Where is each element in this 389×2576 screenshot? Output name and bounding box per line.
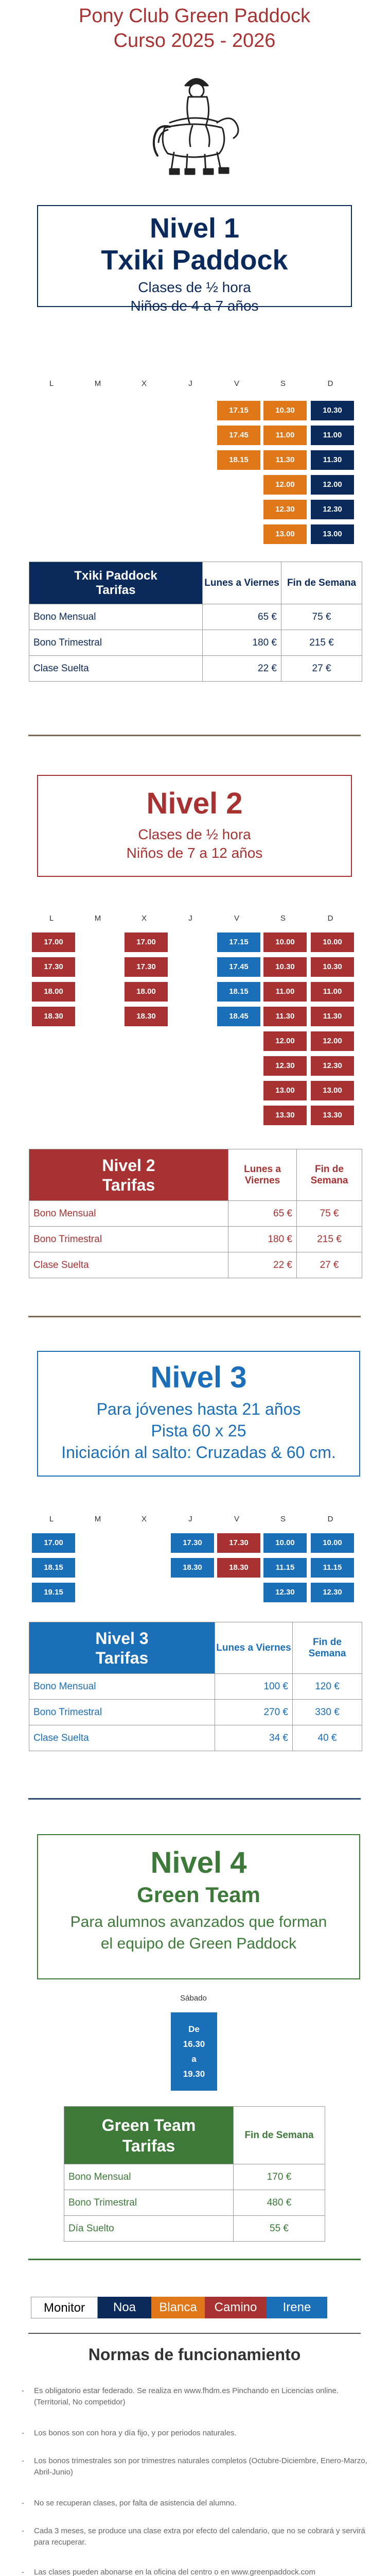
- day-label-D: D: [327, 914, 333, 923]
- nivel1-col-weekend: Fin de Semana: [281, 562, 362, 604]
- price-value: 65 €: [228, 1201, 297, 1227]
- legend-noa: Noa: [98, 2297, 151, 2318]
- price-label: Bono Mensual: [29, 604, 203, 630]
- divider: [28, 1316, 361, 1317]
- rule-text: No se recuperan clases, por falta de asistencia del alumno.: [34, 2499, 237, 2507]
- class-slot-x: 18.00: [125, 982, 168, 1002]
- price-value: 22 €: [203, 656, 281, 682]
- class-slot-v: 18.45: [217, 1007, 260, 1026]
- nivel4-col-weekend: Fin de Semana: [234, 2107, 325, 2164]
- day-label-S: S: [280, 914, 286, 923]
- nivel1-table-head: [29, 562, 203, 604]
- nivel1-card: [37, 205, 352, 314]
- bullet-dash: -: [22, 2499, 24, 2507]
- divider: [28, 2259, 361, 2260]
- rule-text: Las clases pueden abonarse en la oficina del centro o en www.greenpaddock.com: [34, 2568, 316, 2576]
- bullet-dash: -: [22, 2429, 24, 2437]
- price-row: [64, 2164, 325, 2190]
- price-row: [29, 604, 362, 630]
- nivel4-slot-de: De: [188, 2024, 200, 2034]
- nivel3-title: Nivel 3: [150, 1361, 247, 1394]
- nivel4-price-table: [64, 2106, 325, 2242]
- nivel4-table-head-title: Green Team: [101, 2115, 196, 2134]
- price-value: 75 €: [281, 604, 362, 630]
- class-slot-s: 12.00: [263, 1031, 307, 1051]
- price-value: 27 €: [281, 656, 362, 682]
- day-label-X: X: [141, 914, 147, 923]
- class-slot-s: 12.30: [263, 500, 307, 519]
- price-value: 330 €: [293, 1700, 362, 1725]
- price-row: [29, 656, 362, 682]
- nivel3-table-head: [29, 1622, 215, 1674]
- price-label: Día Suelto: [64, 2216, 234, 2242]
- day-label-L: L: [49, 914, 54, 923]
- nivel2-table-head: [29, 1149, 228, 1201]
- price-value: 480 €: [234, 2190, 325, 2216]
- nivel4-audience-line2: el equipo de Green Paddock: [100, 1935, 297, 1952]
- class-slot-s: 10.00: [263, 933, 307, 952]
- price-row: [64, 2216, 325, 2242]
- club-name: Pony Club Green Paddock: [79, 5, 310, 27]
- day-label-M: M: [94, 379, 101, 388]
- price-row: [29, 1252, 362, 1278]
- class-slot-d: 12.30: [311, 1056, 354, 1076]
- day-label-M: M: [94, 914, 101, 923]
- class-slot-l: 19.15: [32, 1583, 75, 1602]
- price-value: 270 €: [215, 1700, 293, 1725]
- day-label-D: D: [327, 1515, 333, 1523]
- price-value: 215 €: [297, 1227, 362, 1252]
- price-row: [29, 1674, 362, 1700]
- class-slot-x: 17.00: [125, 933, 168, 952]
- day-label-L: L: [49, 1515, 54, 1523]
- nivel2-ages: Niños de 7 a 12 años: [126, 845, 263, 861]
- day-label-L: L: [49, 379, 54, 388]
- nivel3-jumping: Iniciación al salto: Cruzadas & 60 cm.: [61, 1443, 336, 1462]
- class-slot-d: 12.00: [311, 475, 354, 495]
- nivel1-col-weekday: Lunes a Viernes: [203, 562, 281, 604]
- price-label: Bono Trimestral: [29, 1227, 228, 1252]
- nivel2-col-weekend: Fin de Semana: [297, 1149, 362, 1201]
- price-value: 34 €: [215, 1725, 293, 1751]
- nivel4-table-head-tarifas: Tarifas: [122, 2136, 175, 2155]
- day-label-V: V: [234, 914, 239, 923]
- price-value: 22 €: [228, 1252, 297, 1278]
- nivel4-slot-end: 19.30: [183, 2069, 205, 2079]
- rules-title: Normas de funcionamiento: [88, 2345, 301, 2364]
- class-slot-d: 10.30: [311, 401, 354, 420]
- class-slot-d: 11.00: [311, 982, 354, 1002]
- price-value: 40 €: [293, 1725, 362, 1751]
- price-label: Bono Mensual: [64, 2164, 234, 2190]
- price-label: Bono Trimestral: [29, 630, 203, 656]
- class-slot-d: 11.15: [311, 1558, 354, 1578]
- class-slot-d: 10.30: [311, 957, 354, 977]
- class-slot-v: 17.45: [217, 426, 260, 445]
- nivel3-col-weekday: Lunes a Viernes: [215, 1622, 293, 1674]
- class-slot-x: 18.30: [125, 1007, 168, 1026]
- nivel2-price-table: [29, 1149, 362, 1278]
- nivel2-duration: Clases de ½ hora: [138, 826, 251, 842]
- class-slot-v: 17.15: [217, 933, 260, 952]
- class-slot-v: 17.30: [217, 1533, 260, 1553]
- class-slot-s: 13.00: [263, 524, 307, 544]
- price-label: Bono Mensual: [29, 1201, 228, 1227]
- nivel1-table-head-title: Txiki Paddock: [74, 568, 157, 583]
- price-value: 27 €: [297, 1252, 362, 1278]
- bullet-dash: -: [22, 2527, 24, 2535]
- class-slot-d: 11.00: [311, 426, 354, 445]
- bullet-dash: -: [22, 2456, 24, 2465]
- divider: [28, 735, 361, 736]
- class-slot-l: 18.30: [32, 1007, 75, 1026]
- class-slot-s: 12.30: [263, 1583, 307, 1602]
- class-slot-j: 18.30: [171, 1558, 214, 1578]
- nivel1-table-head-tarifas: Tarifas: [96, 583, 136, 597]
- saturday-label: Sábado: [180, 1994, 207, 2003]
- day-label-J: J: [188, 914, 192, 923]
- nivel2-table-head-tarifas: Tarifas: [102, 1175, 155, 1194]
- divider: [28, 2333, 361, 2334]
- class-slot-d: 12.30: [311, 1583, 354, 1602]
- class-slot-v: 18.15: [217, 450, 260, 470]
- class-slot-s: 12.30: [263, 1056, 307, 1076]
- bullet-dash: -: [22, 2568, 24, 2576]
- class-slot-l: 17.30: [32, 957, 75, 977]
- price-value: 75 €: [297, 1201, 362, 1227]
- class-slot-v: 18.15: [217, 982, 260, 1002]
- price-row: [29, 1227, 362, 1252]
- nivel1-title: Nivel 1: [149, 213, 240, 244]
- class-slot-d: 13.30: [311, 1106, 354, 1125]
- day-label-J: J: [188, 379, 192, 388]
- price-row: [29, 1700, 362, 1725]
- class-slot-s: 10.00: [263, 1533, 307, 1553]
- class-slot-j: 17.30: [171, 1533, 214, 1553]
- class-slot-d: 11.30: [311, 450, 354, 470]
- price-value: 120 €: [293, 1674, 362, 1700]
- nivel2-title: Nivel 2: [146, 787, 243, 820]
- nivel1-ages: Niños de 4 a 7 años: [130, 298, 259, 314]
- nivel3-card: [37, 1351, 360, 1477]
- day-label-V: V: [234, 379, 239, 388]
- class-slot-d: 12.00: [311, 1031, 354, 1051]
- class-slot-x: 17.30: [125, 957, 168, 977]
- class-slot-v: 17.45: [217, 957, 260, 977]
- class-slot-v: 18.30: [217, 1558, 260, 1578]
- nivel3-price-table: [29, 1622, 362, 1751]
- class-slot-l: 18.15: [32, 1558, 75, 1578]
- class-slot-s: 11.30: [263, 1007, 307, 1026]
- class-slot-s: 12.00: [263, 475, 307, 495]
- legend-camino: Camino: [205, 2297, 267, 2318]
- day-label-S: S: [280, 379, 286, 388]
- nivel4-subtitle: Green Team: [137, 1883, 260, 1907]
- pony-logo-icon: [149, 66, 241, 178]
- rule-text: Los bonos son con hora y día fijo, y por periodos naturales.: [34, 2429, 237, 2437]
- nivel1-price-table: [29, 562, 362, 682]
- day-label-M: M: [94, 1515, 101, 1523]
- legend-irene: Irene: [267, 2297, 327, 2318]
- nivel4-card: [37, 1834, 360, 1979]
- nivel1-duration: Clases de ½ hora: [138, 279, 251, 295]
- nivel4-slot-start: 16.30: [183, 2039, 205, 2049]
- price-value: 170 €: [234, 2164, 325, 2190]
- class-slot-d: 13.00: [311, 1081, 354, 1100]
- nivel2-card: [37, 775, 352, 877]
- nivel4-slot-a: a: [191, 2054, 197, 2064]
- class-slot-d: 10.00: [311, 1533, 354, 1553]
- class-slot-s: 10.30: [263, 401, 307, 420]
- nivel4-title: Nivel 4: [150, 1846, 247, 1879]
- monitor-legend: [31, 2297, 327, 2318]
- class-slot-s: 11.00: [263, 982, 307, 1002]
- class-slot-l: 17.00: [32, 933, 75, 952]
- class-slot-s: 10.30: [263, 957, 307, 977]
- price-value: 65 €: [203, 604, 281, 630]
- nivel3-ages: Para jóvenes hasta 21 años: [96, 1400, 301, 1418]
- price-row: [29, 1725, 362, 1751]
- day-label-J: J: [188, 1515, 192, 1523]
- price-label: Clase Suelta: [29, 1252, 228, 1278]
- class-slot-l: 18.00: [32, 982, 75, 1002]
- price-row: [29, 1201, 362, 1227]
- class-slot-d: 12.30: [311, 500, 354, 519]
- legend-blanca: Blanca: [151, 2297, 205, 2318]
- price-label: Bono Trimestral: [64, 2190, 234, 2216]
- season-title: Curso 2025 - 2026: [113, 30, 276, 52]
- price-row: [64, 2190, 325, 2216]
- nivel3-table-head-title: Nivel 3: [95, 1629, 149, 1648]
- nivel4-table-head: [64, 2107, 234, 2164]
- class-slot-d: 11.30: [311, 1007, 354, 1026]
- price-label: Bono Mensual: [29, 1674, 215, 1700]
- nivel2-col-weekday: Lunes a Viernes: [228, 1149, 297, 1201]
- class-slot-s: 11.15: [263, 1558, 307, 1578]
- nivel2-table-head-title: Nivel 2: [102, 1156, 155, 1175]
- rule-text: Es obligatorio estar federado. Se realiza en www.fhdm.es Pinchando en Licencias online. (Territorial, No competidor): [34, 2386, 339, 2406]
- class-slot-d: 10.00: [311, 933, 354, 952]
- nivel3-arena: Pista 60 x 25: [151, 1421, 246, 1440]
- legend-monitor: Monitor: [31, 2297, 98, 2318]
- day-label-X: X: [141, 379, 147, 388]
- rule-text: Los bonos trimestrales son por trimestres naturales completos (Octubre-Diciembre, Enero-Marzo, Abril-Junio): [34, 2456, 367, 2477]
- price-value: 55 €: [234, 2216, 325, 2242]
- nivel4-slot: [171, 2012, 217, 2091]
- bullet-dash: -: [22, 2386, 24, 2395]
- rule-text: Cada 3 meses, se produce una clase extra por efecto del calendario, que no se cobrará y servirá para recuperar.: [34, 2527, 365, 2547]
- divider: [28, 1798, 361, 1800]
- price-label: Clase Suelta: [29, 656, 203, 682]
- class-slot-l: 17.00: [32, 1533, 75, 1553]
- price-label: Clase Suelta: [29, 1725, 215, 1751]
- class-slot-s: 13.30: [263, 1106, 307, 1125]
- price-value: 180 €: [228, 1227, 297, 1252]
- class-slot-s: 11.30: [263, 450, 307, 470]
- day-label-S: S: [280, 1515, 286, 1523]
- price-label: Bono Trimestral: [29, 1700, 215, 1725]
- class-slot-d: 13.00: [311, 524, 354, 544]
- day-label-X: X: [141, 1515, 147, 1523]
- price-value: 180 €: [203, 630, 281, 656]
- nivel4-audience-line1: Para alumnos avanzados que forman: [70, 1913, 327, 1930]
- class-slot-v: 17.15: [217, 401, 260, 420]
- class-slot-s: 13.00: [263, 1081, 307, 1100]
- class-slot-s: 11.00: [263, 426, 307, 445]
- day-label-V: V: [234, 1515, 239, 1523]
- nivel3-col-weekend: Fin de Semana: [293, 1622, 362, 1674]
- price-row: [29, 630, 362, 656]
- price-value: 100 €: [215, 1674, 293, 1700]
- nivel3-table-head-tarifas: Tarifas: [95, 1648, 149, 1667]
- price-value: 215 €: [281, 630, 362, 656]
- nivel1-subtitle: Txiki Paddock: [101, 245, 288, 276]
- day-label-D: D: [327, 379, 333, 388]
